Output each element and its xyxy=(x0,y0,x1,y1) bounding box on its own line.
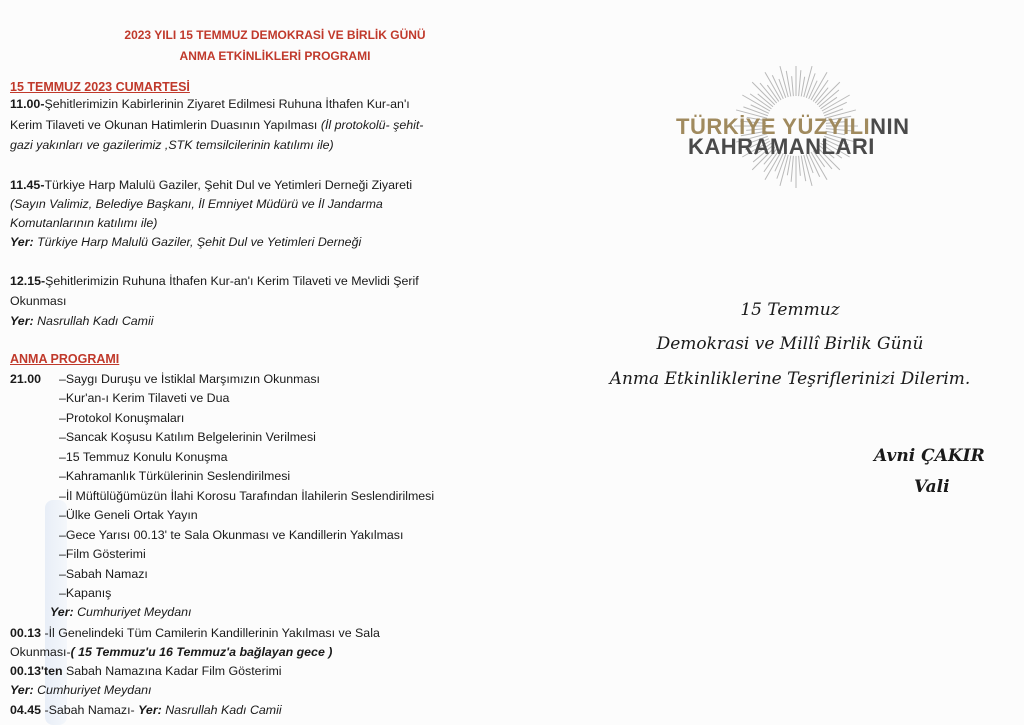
anma-item: –Ülke Geneli Ortak Yayın xyxy=(59,508,198,522)
anma-place xyxy=(50,603,191,622)
anma-place-label: Yer: xyxy=(50,605,74,619)
late-event3-line xyxy=(10,701,282,720)
signature-title: Vali xyxy=(914,477,950,497)
anma-item: –Saygı Duruşu ve İstiklal Marşımızın Okunması xyxy=(59,372,320,386)
day-heading: 15 TEMMUZ 2023 CUMARTESİ xyxy=(10,80,190,94)
late-event2-place-value: Cumhuriyet Meydanı xyxy=(33,683,152,697)
page-title-line2: ANMA ETKİNLİKLERİ PROGRAMI xyxy=(179,49,371,63)
event2-place xyxy=(10,233,361,252)
sunburst-ray xyxy=(792,76,794,96)
event1-text2: Kerim Tilaveti ve Okunan Hatimlerin Duasının Yapılması xyxy=(10,118,321,132)
late-event1-note: ( 15 Temmuz'u 16 Temmuz'a bağlayan gece ) xyxy=(70,645,333,659)
anma-item: –Sancak Koşusu Katılım Belgelerinin Verilmesi xyxy=(59,430,316,444)
event1-time: 11.00- xyxy=(10,97,45,111)
anma-heading: ANMA PROGRAMI xyxy=(10,352,120,366)
sunburst-ray xyxy=(811,72,827,100)
event3-place-label: Yer: xyxy=(10,314,34,328)
late-event3-time: 04.45 xyxy=(10,703,42,717)
event1-line3: gazi yakınları ve gazilerimiz ,STK temsilcilerinin katılımı ile) xyxy=(10,138,334,152)
late-event2-place xyxy=(10,681,151,700)
event3-line1 xyxy=(10,272,419,291)
event1-note1: (İl protokolü- şehit- xyxy=(320,118,424,132)
event3-text1: Şehitlerimizin Ruhuna İthafen Kur-an'ı Kerim Tilaveti ve Mevlidi Şerif xyxy=(45,274,419,288)
invitation-line3: Anma Etkinliklerine Teşriflerinizi Dilerim. xyxy=(609,369,971,389)
logo-line1-gold: TÜRKİYE YÜZYILI xyxy=(676,114,871,139)
anma-item: –Protokol Konuşmaları xyxy=(59,411,185,425)
late-event2-time: 00.13'ten xyxy=(10,664,63,678)
late-event1-text2: Okunması- xyxy=(10,645,71,659)
page-title-line1: 2023 YILI 15 TEMMUZ DEMOKRASİ VE BİRLİK GÜNÜ xyxy=(124,28,426,42)
turkiye-yuzyili-logo xyxy=(676,66,916,206)
late-event1-text: -İl Genelindeki Tüm Camilerin Kandillerinin Yakılması ve Sala xyxy=(41,626,380,640)
anma-place-value: Cumhuriyet Meydanı xyxy=(73,605,192,619)
event2-place-value: Türkiye Harp Malulü Gaziler, Şehit Dul ve Yetimleri Derneği xyxy=(33,235,362,249)
event2-line2: (Sayın Valimiz, Belediye Başkanı, İl Emniyet Müdürü ve İl Jandarma xyxy=(10,197,383,211)
sunburst-ray xyxy=(779,79,786,98)
event2-line3: Komutanlarının katılımı ile) xyxy=(10,216,158,230)
event2-text1: Türkiye Harp Malulü Gaziler, Şehit Dul ve Yetimleri Derneği Ziyareti xyxy=(44,178,413,192)
anma-time: 21.00 xyxy=(10,372,42,386)
event3-time: 12.15- xyxy=(10,274,46,288)
logo-line2: KAHRAMANLARI xyxy=(688,134,875,159)
logo-line1-dark: NIN xyxy=(870,114,910,139)
late-event2-line xyxy=(10,662,282,681)
sunburst-ray xyxy=(817,82,840,105)
event3-place xyxy=(10,312,153,331)
late-event3-place-label: Yer: xyxy=(138,703,162,717)
invitation-line1: 15 Temmuz xyxy=(740,300,840,320)
sunburst-ray xyxy=(801,77,804,97)
event1-text1: Şehitlerimizin Kabirlerinin Ziyaret Edilmesi Ruhuna İthafen Kur-an'ı xyxy=(44,97,410,111)
event3-place-value: Nasrullah Kadı Camii xyxy=(33,314,154,328)
anma-item: –Kapanış xyxy=(59,586,112,600)
event2-time: 11.45- xyxy=(10,178,45,192)
late-event2-text: Sabah Namazına Kadar Film Gösterimi xyxy=(62,664,282,678)
event2-place-label: Yer: xyxy=(10,235,34,249)
event2-line1 xyxy=(10,176,412,195)
invitation-line2: Demokrasi ve Millî Birlik Günü xyxy=(656,334,924,354)
late-event2-place-label: Yer: xyxy=(10,683,34,697)
anma-item: –Kur'an-ı Kerim Tilaveti ve Dua xyxy=(59,391,230,405)
late-event1-time: 00.13 xyxy=(10,626,42,640)
event1-line2 xyxy=(10,116,423,135)
anma-item: –Kahramanlık Türkülerinin Seslendirilmesi xyxy=(59,469,291,483)
signature-name: Avni ÇAKIR xyxy=(874,446,985,466)
late-event3-text: -Sabah Namazı- xyxy=(41,703,139,717)
late-event3-place-value: Nasrullah Kadı Camii xyxy=(161,703,282,717)
sunburst-ray xyxy=(799,70,801,96)
anma-item: –15 Temmuz Konulu Konuşma xyxy=(59,450,228,464)
anma-item: –Sabah Namazı xyxy=(59,567,148,581)
sunburst-ray xyxy=(742,95,770,111)
event3-line2: Okunması xyxy=(10,294,67,308)
anma-item: –Gece Yarısı 00.13' te Sala Okunması ve Kandillerin Yakılması xyxy=(59,528,404,542)
late-event1-line2 xyxy=(10,643,332,662)
anma-item: –Film Gösterimi xyxy=(59,547,146,561)
sunburst-ray xyxy=(752,82,775,105)
anma-item: –İl Müftülüğümüzün İlahi Korosu Tarafından İlahilerin Seslendirilmesi xyxy=(59,489,435,503)
late-event1-line1 xyxy=(10,624,380,643)
event1-line1 xyxy=(10,95,410,114)
